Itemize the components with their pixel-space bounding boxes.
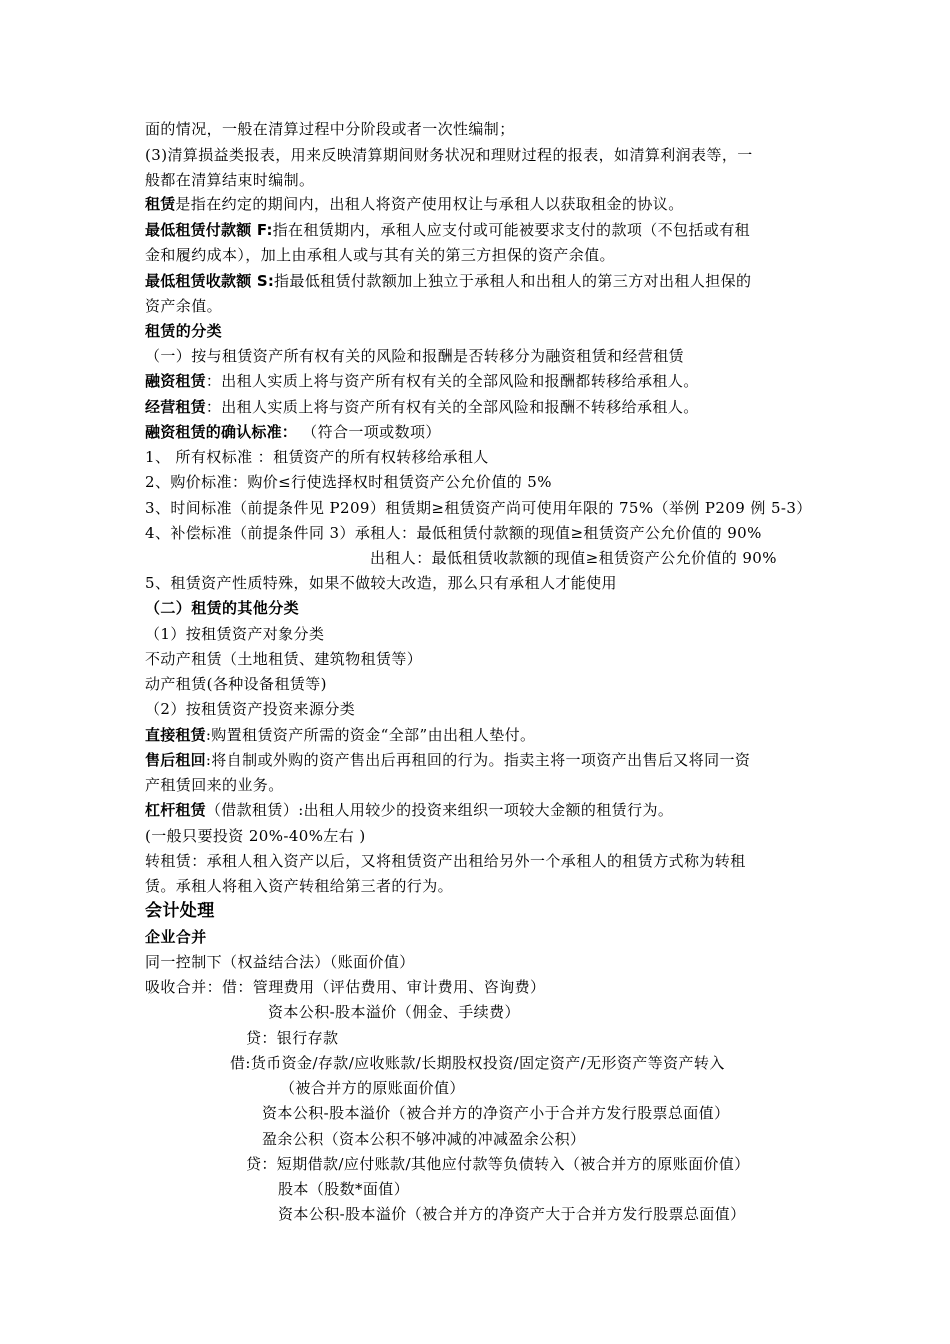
text-line: 不动产租赁（土地租赁、建筑物租赁等） xyxy=(145,650,423,668)
term: 融资租赁的确认标准： xyxy=(145,423,298,441)
text-line: 赁。承租人将租入资产转租给第三者的行为。 xyxy=(145,877,454,895)
text-line: （一）按与租赁资产所有权有关的风险和报酬是否转移分为融资租赁和经营租赁 xyxy=(145,347,685,365)
definition: :将自制或外购的资产售出后再租回的行为。指卖主将一项资产出售后又将同一资 xyxy=(205,751,751,769)
term: 经营租赁 xyxy=(145,398,206,416)
definition: （符合一项或数项） xyxy=(297,423,441,441)
definition-line xyxy=(145,799,673,821)
text-line: (3)清算损益类报表，用来反映清算期间财务状况和理财过程的报表，如清算利润表等，一 xyxy=(145,146,753,164)
section-heading: （二）租赁的其他分类 xyxy=(145,599,300,617)
definition: 是指在约定的期间内，出租人将资产使用权让与承租人以获取租金的协议。 xyxy=(175,195,684,213)
journal-entry-line: 吸收合并：借：管理费用（评估费用、审计费用、咨询费） xyxy=(145,978,546,996)
list-item: 2、购价标准：购价≤行使选择权时租赁资产公允价值的 5% xyxy=(145,473,552,491)
term: 杠杆租赁 xyxy=(145,801,206,819)
definition-line xyxy=(145,724,535,746)
text-line: （1）按租赁资产对象分类 xyxy=(145,625,325,643)
journal-entry-line: 借:货币资金/存款/应收账款/长期股权投资/固定资产/无形资产等资产转入 xyxy=(230,1054,725,1072)
section-heading: 租赁的分类 xyxy=(145,322,223,340)
definition: 指最低租赁付款额加上独立于承租人和出租人的第三方对出租人担保的 xyxy=(274,272,752,290)
term: 最低租赁收款额 S: xyxy=(145,272,275,290)
term: 直接租赁 xyxy=(145,726,206,744)
text-line: 般都在清算结束时编制。 xyxy=(145,171,315,189)
text-line: 动产租赁(各种设备租赁等) xyxy=(145,675,327,693)
list-item: 3、时间标准（前提条件见 P209）租赁期≥租赁资产尚可使用年限的 75%（举例 P209 例 5-3） xyxy=(145,499,812,517)
list-item: 5、租赁资产性质特殊，如果不做较大改造，那么只有承租人才能使用 xyxy=(145,574,617,592)
definition-line xyxy=(145,219,750,241)
text-line: 转租赁：承租人租入资产以后，又将租赁资产出租给另外一个承租人的租赁方式称为转租 xyxy=(145,852,746,870)
text-line: 资产余值。 xyxy=(145,297,223,315)
definition: ：出租人实质上将与资产所有权有关的全部风险和报酬都转移给承租人。 xyxy=(205,372,699,390)
journal-entry-line: 股本（股数*面值） xyxy=(278,1180,410,1198)
definition: （借款租赁）:出租人用较少的投资来组织一项较大金额的租赁行为。 xyxy=(205,801,674,819)
definition-line xyxy=(145,370,699,392)
journal-entry-line: 盈余公积（资本公积不够冲减的冲减盈余公积） xyxy=(262,1130,586,1148)
definition: ：出租人实质上将与资产所有权有关的全部风险和报酬不转移给承租人。 xyxy=(205,398,699,416)
text-line: 产租赁回来的业务。 xyxy=(145,776,284,794)
definition-line xyxy=(145,193,684,215)
journal-entry-line: 资本公积-股本溢价（佣金、手续费） xyxy=(268,1003,520,1021)
text-line: 同一控制下（权益结合法）（账面价值） xyxy=(145,953,415,971)
term: 最低租赁付款额 F: xyxy=(145,221,273,239)
journal-entry-line: 资本公积-股本溢价（被合并方的净资产大于合并方发行股票总面值） xyxy=(278,1205,746,1223)
definition: :购置租赁资产所需的资金“全部”由出租人垫付。 xyxy=(205,726,536,744)
list-item: 出租人：最低租赁收款额的现值≥租赁资产公允价值的 90% xyxy=(370,549,777,567)
journal-entry-line: 贷：短期借款/应付账款/其他应付款等负债转入（被合并方的原账面价值） xyxy=(246,1155,750,1173)
text-line: （2）按租赁资产投资来源分类 xyxy=(145,700,356,718)
text-line: 面的情况，一般在清算过程中分阶段或者一次性编制； xyxy=(145,120,515,138)
definition-line xyxy=(145,270,751,292)
definition-line xyxy=(145,396,699,418)
list-item: 4、补偿标准（前提条件同 3）承租人：最低租赁付款额的现值≥租赁资产公允价值的 90% xyxy=(145,524,762,542)
section-heading: 会计处理 xyxy=(145,901,215,921)
definition-line xyxy=(145,749,750,771)
journal-entry-line: （被合并方的原账面价值） xyxy=(280,1079,465,1097)
journal-entry-line: 贷：银行存款 xyxy=(246,1029,339,1047)
text-line: (一般只要投资 20%-40%左右 ) xyxy=(145,827,366,845)
journal-entry-line: 资本公积-股本溢价（被合并方的净资产小于合并方发行股票总面值） xyxy=(262,1104,730,1122)
term: 融资租赁 xyxy=(145,372,206,390)
term: 租赁 xyxy=(145,195,176,213)
definition-line xyxy=(145,421,441,443)
term: 售后租回 xyxy=(145,751,206,769)
list-item: 1、 所有权标准 ：租赁资产的所有权转移给承租人 xyxy=(145,448,489,466)
section-heading: 企业合并 xyxy=(145,928,207,946)
text-line: 金和履约成本），加上由承租人或与其有关的第三方担保的资产余值。 xyxy=(145,246,615,264)
definition: 指在租赁期内，承租人应支付或可能被要求支付的款项（不包括或有租 xyxy=(272,221,751,239)
